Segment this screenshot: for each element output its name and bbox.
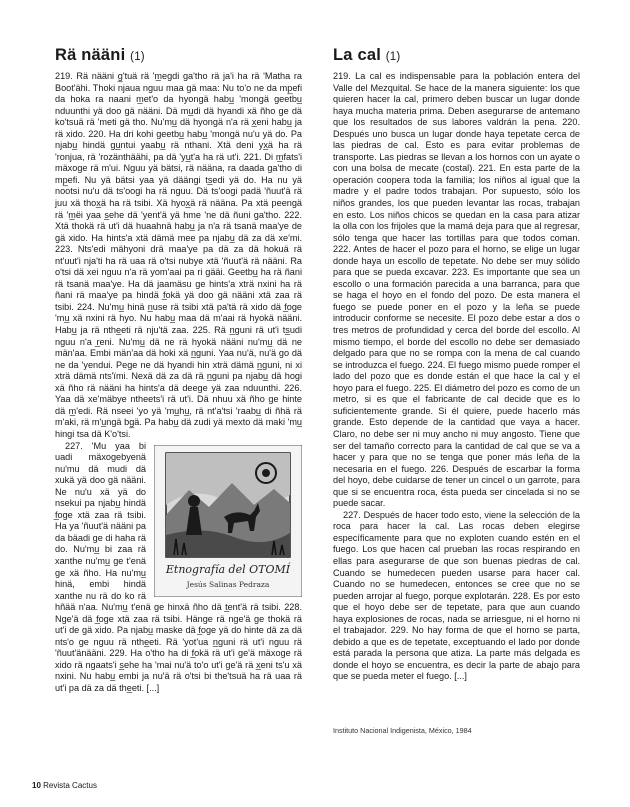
source-credit: Instituto Nacional Indigenista, México, 1984 bbox=[333, 726, 472, 735]
spanish-paragraph-1: 219. La cal es indispensable para la población entera del Valle del Mezquital. Se hace de la manera siguiente: los que quieren hacer la cal, primero deben buscar un lugar donde haya mucha materia prima. Deben asegurarse de antemano que los resultados de sus labores valdrán la pena. 220. Después uno busca un lugar donde haya tepetate cerca de las piedras de cal. Esto es para evitar problemas de transporte. Las piedras se llevan a los hornos con un ayate o con una bolsa de mecate (costal). 221. En esta parte de la operación coopera toda la familia; los niños al igual que la madre y el padre todos trabajan. Por supuesto, sólo los niños grandes, los que pueden levantar las rocas, trabajan en esto. Los niños chicos se quedan en la casa para atizar la olla con los frijoles que la mamá deja para que al regresar, sólo tenga que hacer las tortillas para que todos coman. 222. Antes de hacer el pozo para el horno, se elige un lugar donde haya un escollo de tepetate. No debe ser muy sólido para que se pueda excavar. 223. Es importante que sea un escollo o una formación parecida a una barranca, para que se haga el hoyo en el fondo del pozo. De esta manera el fuego se puede poner en el pozo y la leña se puede introducir conforme se necesite. El pozo debe estar a dos o tres metros de profundidad y cerca del borde del escollo. Al mismo tiempo, el borde del escollo no debe ser demasiado delgado para que no se rompa con la mena de cal cuando se introduzca el fuego. 224. El fuego mismo puede romper el lado del pozo que es donde están el que hace la cal y el hoyo para el fuego. 225. El diámetro del pozo es como de un metro, si es que el fabricante de cal decide que es lo suficientemente grande. Si él quiere, puede hacerlo más grande. Esto depende de la cantidad que vaya a hacer. Claro, no debe ser ni muy ancho ni muy angosto. Tiene que ser del tamaño correcto para la cantidad de cal que se va a hacer y para que no se tenga que poner más leña de la necesaria en el fuego. 226. Después de escarbar la forma del hoyo, debe cuidarse de tener un cincel o un garrote, para que si se encuentra roca, ésta pueda ser cincelada si no se puede sacar. bbox=[333, 71, 580, 509]
otomi-column bbox=[55, 46, 302, 695]
spanish-title-number: (1) bbox=[385, 51, 401, 63]
spanish-paragraph-2: 227. Después de hacer todo esto, viene la selección de la roca para hacer la cal. Las rocas deben elegirse específicamente para que no exploten cuando estén en el fuego. Los que hacen cal prueban las rocas respirando en ellas para asegurarse de que son buenas piedras de cal. Cuando se humedecen pueden usarse para hacer cal. Cuando no se humedecen, entonces se cree que no se pueden arrojar al fuego, porque explotarán. 228. Es por esto que el hoyo debe ser de tepetate, para que aun cuando haya explosiones de rocas, nada se arriesgue, ni el horno ni el trabajador. 229. No hay forma de que el horno se parta, debido a que es de tepetate, exceptuando el lado por donde está parada la persona que atiza. La parte más delgada es donde el hoyo se encuentra, es decir la parte de abajo para que se pueda meter el fuego. [...] bbox=[333, 509, 580, 682]
spanish-column bbox=[333, 46, 580, 683]
spanish-title bbox=[333, 46, 580, 65]
otomi-title bbox=[55, 46, 302, 65]
otomi-paragraph-2: 227. 'Mu yaa bi uadi mäxogebyenä nu'mu dä mudi dä xukä yä doo gä nääni. Ne nu'u xä yä do nsekui pa njabu̲ hindä f̲oge xtä zaa rä tsibi. Ha ya 'ñuut'ä nääni pa da bäadi ge di haha rä do. Nu'mu̲ bi zaa rä xanthe nu'mu̲ ge t'enä ge xä ñho. Ha nu'mu̲ hinä, embi hindä xanthe nu rä do ko rä hñää n'aa. Nu'mu̲ t'enä ge hinxä ñho dä t̲ent'ä rä tsibi. 228. Nge'ä dä f̲oge xtä zaa rä tsibi. Hänge rä nge'ä ge thokä rä ut'i de gä xido. Pa njabu̲ maske dä f̲oge yä do hinte dä za dä nts'o ge nguu rä nthe̲eti. Rä 'yot'ua n̲guni rä ut'i nguu rä 'ñuut'änääni. 229. Ha o'tho ha di f̲okä rä ut'i ge'ä mäxoge rä xido rä ngaats'i s̲ehe ha 'mai nu'ä to'o ut'i ge'ä rä x̲eni ts'u xä nxini. Nu habu̲ embi ja nu'ä rä o'tsi bi the'tsuä ha rä uaa rä ut'i pa dä za dä the̲eti. [...] bbox=[55, 440, 302, 693]
magazine-name: Revista Cactus bbox=[43, 781, 97, 790]
book-cover-author: Jesús Salinas Pedraza bbox=[186, 579, 270, 589]
page-number: 10 bbox=[32, 781, 41, 790]
book-cover-image bbox=[154, 445, 302, 597]
spanish-title-text: La cal bbox=[333, 46, 381, 64]
otomi-paragraph-1: 219. Rä nääni g̲'tuä rä 'm̲egdi ga'tho rä ja'i ha rä 'Matha ra Boot'ähi. Thoki njaua nguu maa gä maa: Nu to'o ne da mp̲efi da hoka ra naani m̲et'o da hyongä habu̲ 'mongä geetbu̲ nduunthi yä doo gä nääni. Dä mu̲di dä hyandi xä ñho ge dä ko'tsuä rä 'meti gä tho. Nu'mu̲ dä hyongä n'a rä x̲eni habu̲ ja rä xido. 220. Ha dri kohi geetbu̲ habu̲ 'mongä nu'u yä do. Pa njabu̲ hindä gu̲ntui yaabu̲ rä nthani. Xtä deni yx̲ä ha rä 'ronjua, rä 'rozänthäähi, pa dä 'yu̲t'a ha rä ut'i. 221. Di m̲fats'i mäxoge rä m'ui. Nguu yä bätsi, rä nääna, ra daada ga'tho di mp̲efi. Nu yä bätsi yaa yä däängi ts̲edi yä do. Ha nu yä nootsi nu'u dä ts'oogi ha rä nguu. Dä ts'oogi padä 'ñuut'ä rä juu xä thox̲ä ha rä tsibi. Xä hyox̲ä rä nääna. Pa xtä peengä rä 'm̲ëi yaa s̲ehe dä 'yent'ä yä hme 'ne dä ñuni ga'tho. 222. Xtä thokä rä ut'i dä huaahnä habu̲ ja n'a rä tsanä maa'ye de gä xido. Ha hints'a xtä dämä mee pa njabu̲ dä za dä xe'mi. 223. Nts'edi mähyoni drä maa'ye pa dä za dä hokuä rä nt'uut'i nja'ti ha rä uaa rä o'tsi nubye xtä 'ñuut'ä rä nääni. Ra o'tsi dä xei nguu n'a rä yom'aai pa ri gääi. Geetbu̲ ha rä ñani rä tsanä maa'ye. Ha dä jaamäsu ge hints'a xträ nxini ha rä ñani rä maa'ye pa hindä f̲okä yä doo gä nääni xtä zaa rä tsibi. 224. Nu'mu̲ hinä n̲use rä tsibi xtä pa'tä rä xido dä f̲oge 'mu̲ xä nxini rä hyo. Nu habu̲ maa dä m'aai rä hyokä nääni. Habu̲ ja rä nthe̲eti rä nju'tä zaa. 225. Rä n̲guni rä ut'i ts̲udi nguu n'a r̲eni. Nu'mu̲ dä ne rä hyokä nääni nu'mu̲ dä ne män'aa. Embi män'aa dä hoki xä n̲guni. Yaa nu'ä, nu'ä go dä ne da 'yendui. Pege ne dä hyandi hin xträ dämä n̲guni, ni xi xträ dämä nts'ïmi. Nexä dä za dä rä n̲guni pa njabu̲ dä hogi xä ñho rä nääni ha hints'a dä deege yä zaa nduunthi. 226. Yaa dä xe'mäbye ntheets'i rä ut'i. Dä nhuu xä ñho ge hinte dä m̲'edi. Rä nseei 'yo yä 'mu̲hu̲, rä nt'a'tsi 'raabu̲ di ñhä rä m'aki, rä m'u̲ngä bg̲ä. Pa habu̲ dä zudi yä mexto dä maki 'mu̲ hingi tsa dä K'o'tsi. bbox=[55, 71, 302, 439]
otomi-title-text: Rä nääni bbox=[55, 46, 126, 64]
otomi-body bbox=[55, 71, 302, 695]
book-cover-title: Etnografía del OTOMÍ bbox=[165, 562, 291, 576]
otomi-paragraph-2-wrap bbox=[55, 441, 302, 695]
spanish-body bbox=[333, 71, 580, 683]
otomi-title-number: (1) bbox=[130, 51, 145, 63]
page-footer bbox=[32, 781, 97, 790]
